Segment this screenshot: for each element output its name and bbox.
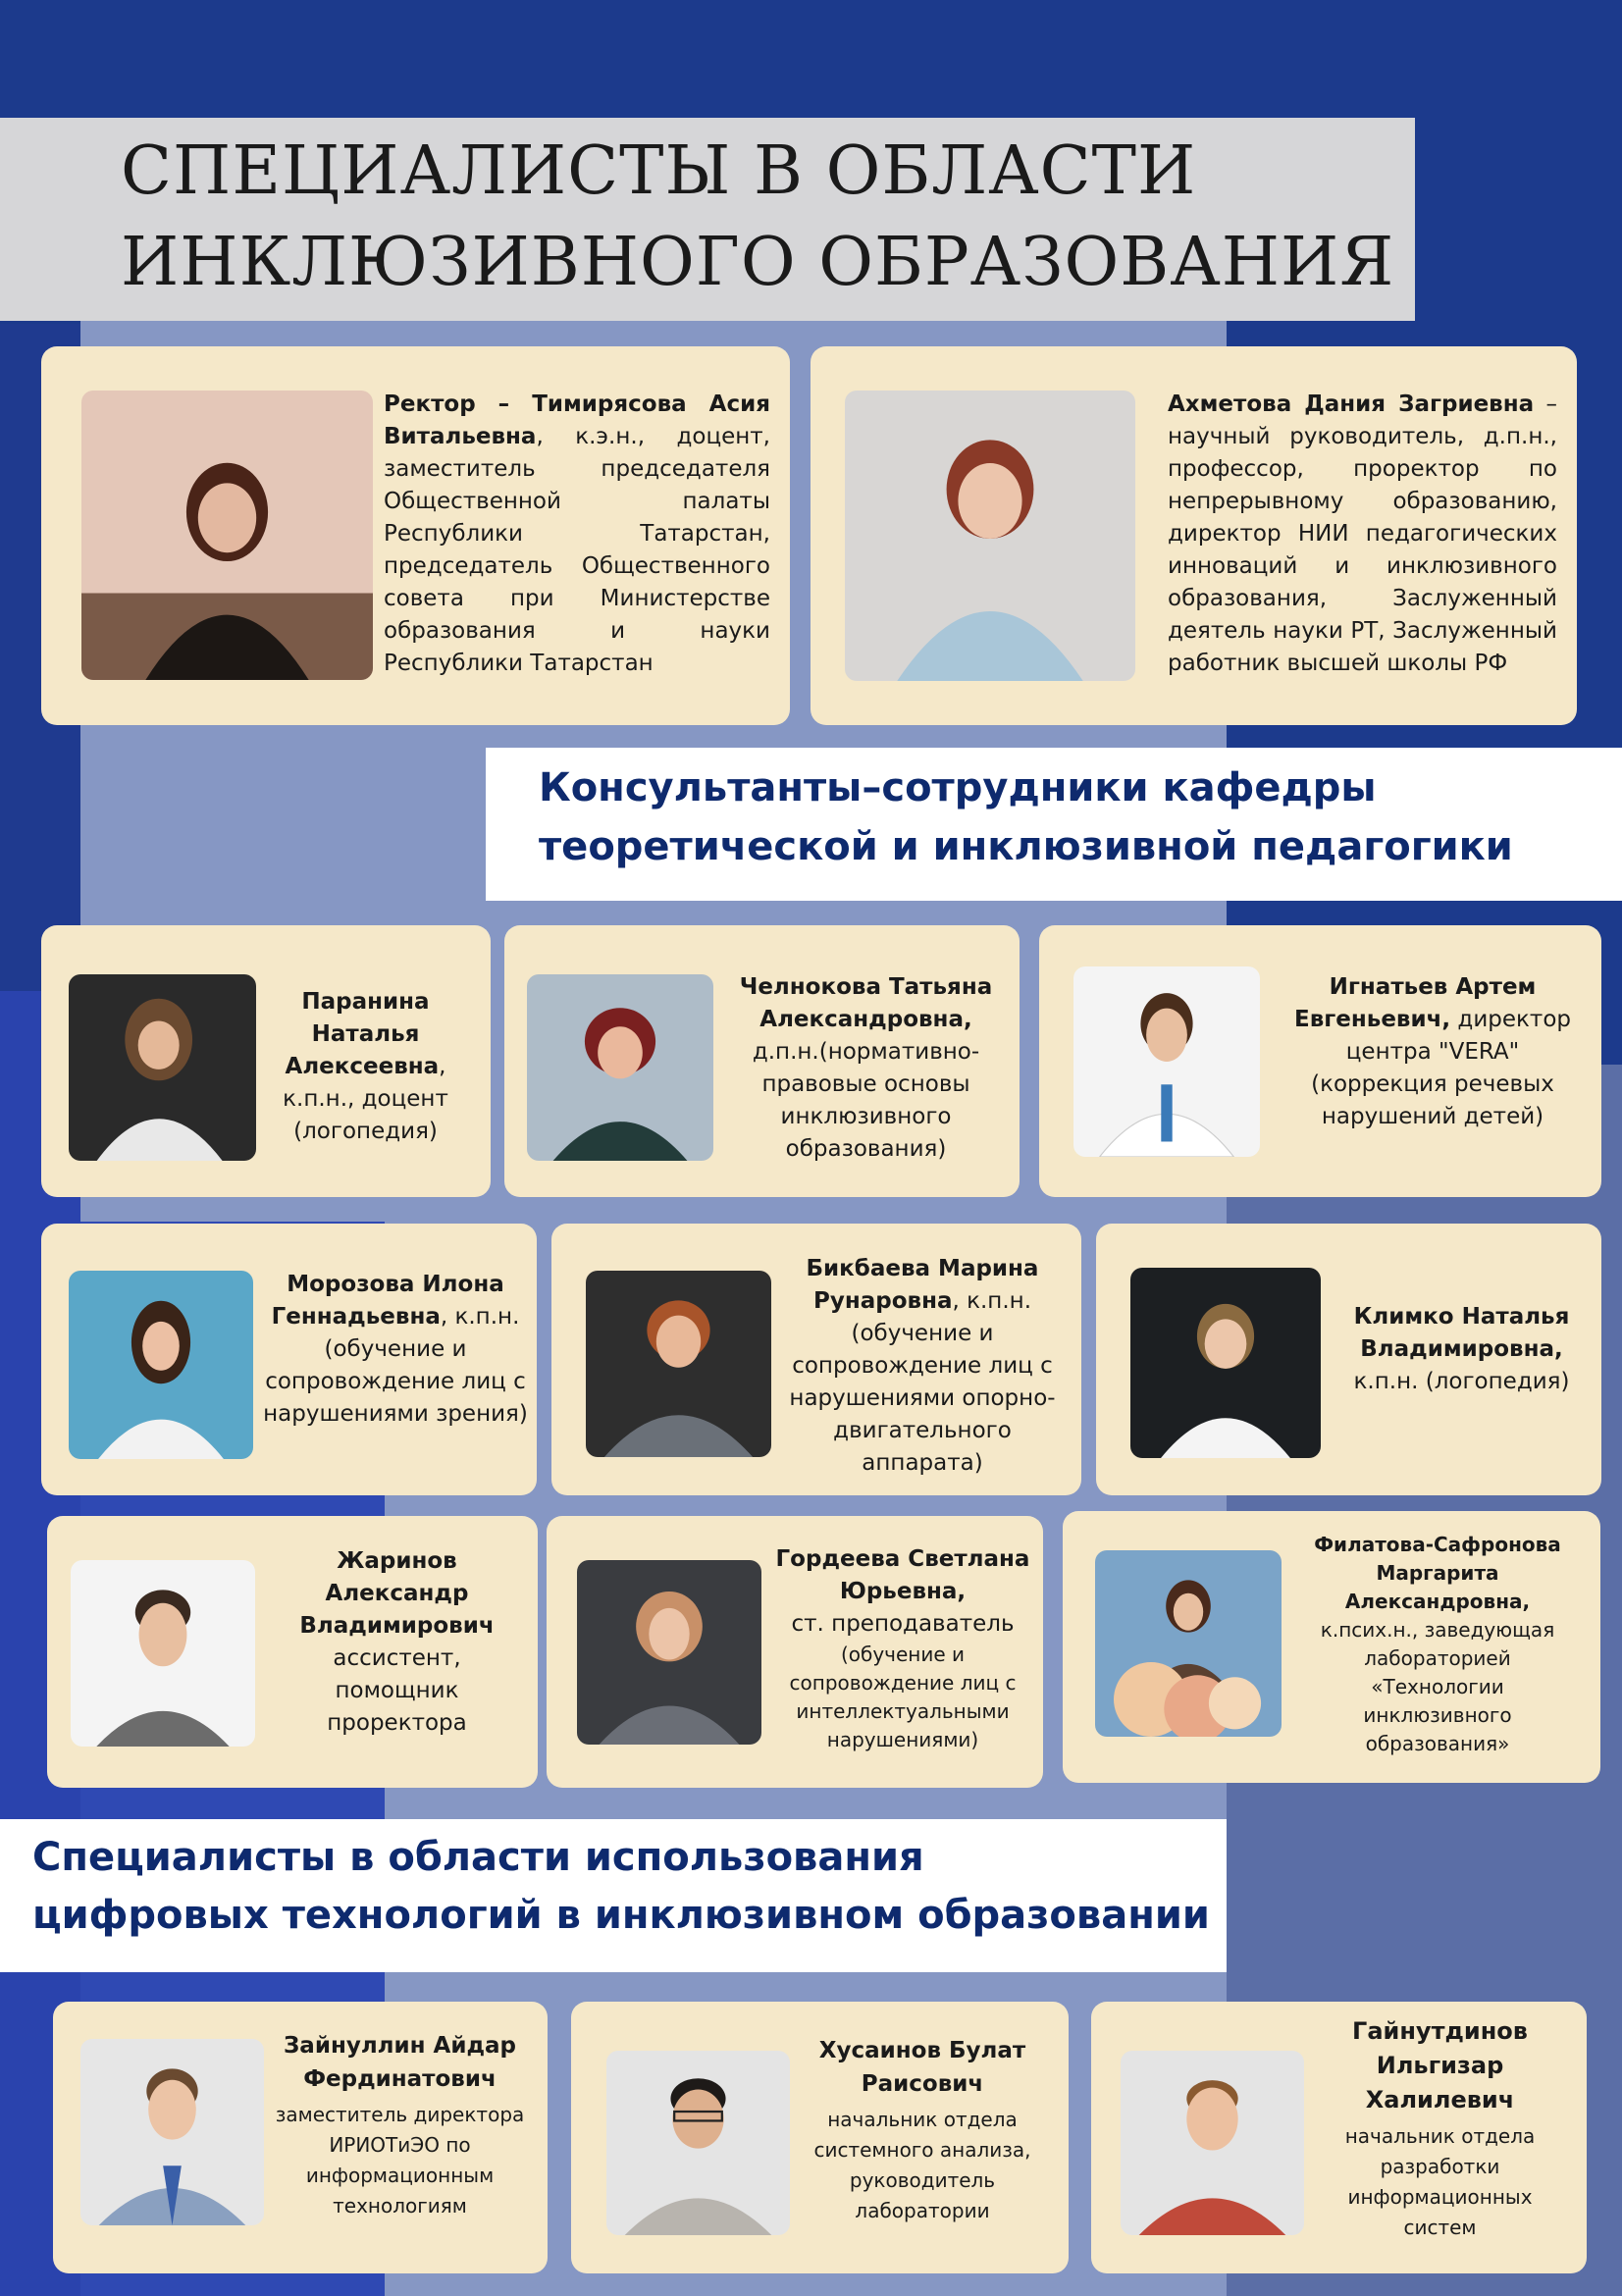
consultant-desc-bikbaeva: , к.п.н. (обучение и сопровождение лиц с нарушениями опорно-двигательного аппарата) <box>789 1288 1056 1476</box>
consultant-desc-zharinov: ассистент, помощник проректора <box>327 1645 467 1736</box>
consultant-desc-klimko: к.п.н. (логопедия) <box>1353 1369 1570 1394</box>
consultant-text-zharinov <box>277 1545 517 1740</box>
digital-text-zaynullin <box>265 2029 535 2221</box>
digital-name-gaynutdinov: Гайнутдинов Ильгизар Халилевич <box>1352 2017 1528 2113</box>
consultant-text-filatova <box>1295 1531 1580 1758</box>
leader-text-1 <box>384 389 770 680</box>
page-title-line1: СПЕЦИАЛИСТЫ В ОБЛАСТИ <box>121 132 1197 210</box>
consultant-text-klimko <box>1336 1301 1587 1398</box>
consultant-name-chelnokova: Челнокова Татьяна Александровна, <box>739 974 993 1032</box>
consultant-desc-morozova: , к.п.н. (обучение и сопровождение лиц с нарушениями зрения) <box>263 1304 528 1427</box>
photo-zaynullin <box>80 2039 264 2225</box>
consultant-name-zharinov: Жаринов Александр Владимирович <box>299 1548 495 1639</box>
consultant-desc-chelnokova: д.п.н.(нормативно-правовые основы инклюзивного образования) <box>752 1039 980 1162</box>
photo-timiryasova <box>81 391 373 680</box>
leader-desc-1: , к.э.н., доцент, заместитель председателя Общественной палаты Республики Татарстан, председатель Общественного совета при Министерстве образования и науки Республики Татарстан <box>384 424 770 676</box>
consultant-name-bikbaeva: Бикбаева Марина Рунаровна <box>806 1256 1039 1314</box>
consultant-desc-gordeeva: ст. преподаватель <box>791 1611 1015 1637</box>
consultant-text-paranina <box>270 986 461 1148</box>
consultant-name-morozova: Морозова Илона Геннадьевна <box>271 1272 504 1330</box>
photo-khusainov <box>606 2051 790 2235</box>
section-digital-line2: цифровых технологий в инклюзивном образовании <box>32 1893 1210 1938</box>
consultant-desc-ignatiev: директор центра "VERA" (коррекция речевых нарушений детей) <box>1311 1007 1571 1129</box>
leader-text-2 <box>1168 389 1557 680</box>
consultant-name-filatova: Филатова-Сафронова Маргарита Александровна, <box>1314 1533 1561 1613</box>
consultant-name-ignatiev: Игнатьев Артем Евгеньевич, <box>1294 974 1537 1032</box>
photo-zharinov <box>71 1560 255 1747</box>
page-title-line2: ИНКЛЮЗИВНОГО ОБРАЗОВАНИЯ <box>121 224 1395 301</box>
consultant-desc-filatova: к.псих.н., заведующая лабораторией «Технологии инклюзивного образования» <box>1320 1618 1555 1755</box>
digital-text-khusainov <box>790 2034 1055 2226</box>
photo-akhmetova <box>845 391 1135 681</box>
leader-name-1: Ректор – Тимирясова Асия Витальевна <box>384 391 770 449</box>
consultant-text-gordeeva <box>765 1543 1040 1754</box>
section-consultants-line1: Консультанты–сотрудники кафедры <box>539 765 1377 810</box>
consultant-name-paranina: Паранина Наталья Алексеевна <box>285 989 440 1079</box>
digital-text-gaynutdinov <box>1320 2014 1560 2243</box>
digital-name-zaynullin: Зайнуллин Айдар Фердинатович <box>283 2033 517 2092</box>
digital-name-khusainov: Хусаинов Булат Раисович <box>818 2038 1026 2097</box>
digital-desc-khusainov: начальник отдела системного анализа, руководитель лаборатории <box>813 2108 1031 2222</box>
digital-desc-gaynutdinov: начальник отдела разработки информационных систем <box>1344 2124 1536 2239</box>
consultant-text-bikbaeva <box>780 1253 1065 1480</box>
photo-gaynutdinov <box>1121 2051 1304 2235</box>
photo-gordeeva <box>577 1560 761 1745</box>
photo-filatova <box>1095 1550 1282 1737</box>
consultant-name-gordeeva: Гордеева Светлана Юрьевна, <box>775 1546 1030 1604</box>
photo-paranina <box>69 974 256 1161</box>
consultant-name-klimko: Климко Наталья Владимировна, <box>1353 1304 1570 1362</box>
leader-name-2: Ахметова Дания Загриевна <box>1168 391 1535 417</box>
leader-desc-2: – научный руководитель, д.п.н., профессор, проректор по непрерывному образованию, директор НИИ педагогических инноваций и инклюзивного образования, Заслуженный деятель науки РТ, Заслуженный работник высшей школы РФ <box>1168 391 1558 676</box>
photo-klimko <box>1130 1268 1321 1458</box>
photo-bikbaeva <box>586 1271 771 1457</box>
section-consultants-line2: теоретической и инклюзивной педагогики <box>539 824 1513 869</box>
section-digital-line1: Специалисты в области использования <box>32 1835 924 1880</box>
photo-ignatiev <box>1073 966 1260 1157</box>
digital-desc-zaynullin: заместитель директора ИРИОТиЭО по информационным технологиям <box>275 2103 525 2218</box>
photo-morozova <box>69 1271 253 1459</box>
consultant-desc-paranina: , к.п.н., доцент (логопедия) <box>283 1054 448 1144</box>
consultant-text-chelnokova <box>731 971 1001 1166</box>
consultant-desc2-gordeeva: (обучение и сопровождение лиц с интеллектуальными нарушениями) <box>789 1643 1017 1751</box>
consultant-text-morozova <box>263 1269 528 1431</box>
photo-chelnokova <box>527 974 713 1161</box>
consultant-text-ignatiev <box>1285 971 1580 1133</box>
